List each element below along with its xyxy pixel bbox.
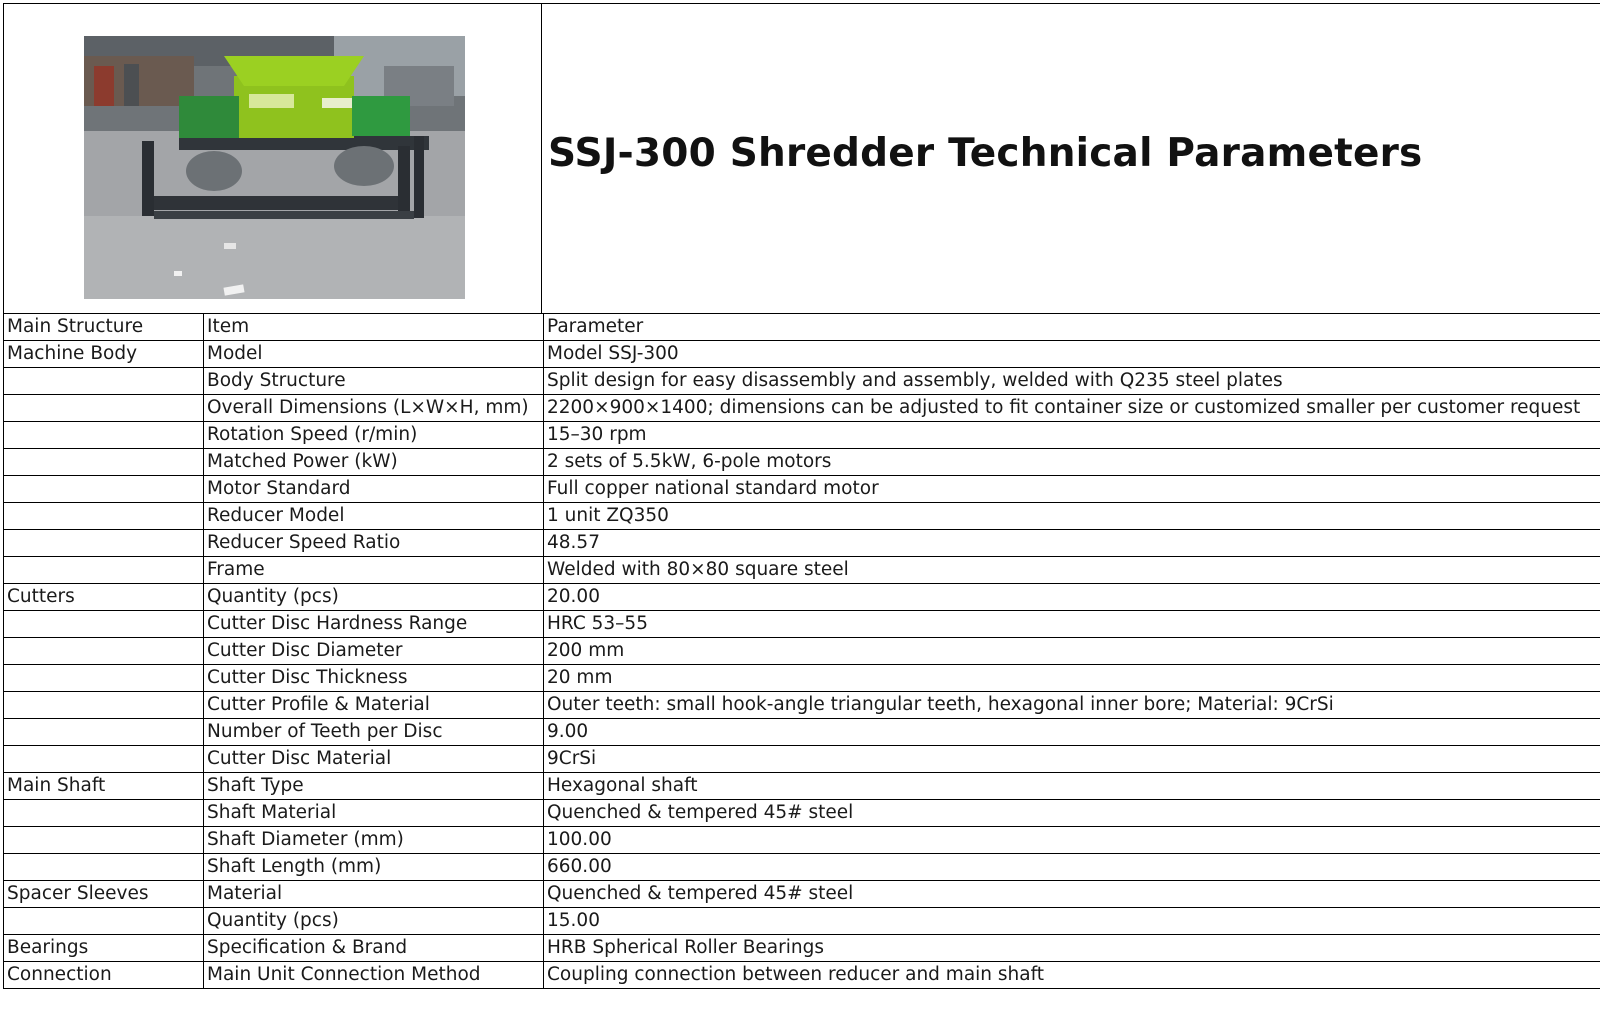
table-row bbox=[4, 854, 1600, 881]
row-item-cell: Material bbox=[204, 881, 544, 908]
row-value-cell: 48.57 bbox=[544, 530, 1600, 557]
title-row bbox=[3, 3, 1600, 314]
row-item-cell: Model bbox=[204, 341, 544, 368]
table-row bbox=[4, 827, 1600, 854]
row-item-cell: Specification & Brand bbox=[204, 935, 544, 962]
header-parameter: Parameter bbox=[544, 314, 1600, 341]
table-row bbox=[4, 395, 1600, 422]
row-item-cell: Overall Dimensions (L×W×H, mm) bbox=[204, 395, 544, 422]
row-group-cell: Connection bbox=[4, 962, 204, 989]
row-group-cell: Main Shaft bbox=[4, 773, 204, 800]
row-item-cell: Motor Standard bbox=[204, 476, 544, 503]
title-cell bbox=[542, 4, 1600, 313]
table-row bbox=[4, 719, 1600, 746]
row-group-cell bbox=[4, 638, 204, 665]
row-item-cell: Reducer Model bbox=[204, 503, 544, 530]
row-value-cell: 15–30 rpm bbox=[544, 422, 1600, 449]
row-value-cell: Outer teeth: small hook-angle triangular teeth, hexagonal inner bore; Material: 9CrSi bbox=[544, 692, 1600, 719]
row-value-cell: Model SSJ-300 bbox=[544, 341, 1600, 368]
table-row bbox=[4, 881, 1600, 908]
row-group-cell: Machine Body bbox=[4, 341, 204, 368]
row-item-cell: Quantity (pcs) bbox=[204, 584, 544, 611]
row-group-cell bbox=[4, 854, 204, 881]
row-item-cell: Frame bbox=[204, 557, 544, 584]
row-item-cell: Rotation Speed (r/min) bbox=[204, 422, 544, 449]
table-row bbox=[4, 449, 1600, 476]
row-value-cell: 15.00 bbox=[544, 908, 1600, 935]
row-value-cell: 9.00 bbox=[544, 719, 1600, 746]
parameters-table bbox=[3, 314, 1600, 989]
table-row bbox=[4, 746, 1600, 773]
row-value-cell: 20.00 bbox=[544, 584, 1600, 611]
row-value-cell: Hexagonal shaft bbox=[544, 773, 1600, 800]
row-group-cell bbox=[4, 395, 204, 422]
row-item-cell: Cutter Disc Material bbox=[204, 746, 544, 773]
row-value-cell: 660.00 bbox=[544, 854, 1600, 881]
row-group-cell: Cutters bbox=[4, 584, 204, 611]
row-group-cell bbox=[4, 611, 204, 638]
table-row bbox=[4, 368, 1600, 395]
table-row bbox=[4, 557, 1600, 584]
table-row bbox=[4, 530, 1600, 557]
row-group-cell: Spacer Sleeves bbox=[4, 881, 204, 908]
header-item: Item bbox=[204, 314, 544, 341]
row-item-cell: Main Unit Connection Method bbox=[204, 962, 544, 989]
table-row bbox=[4, 962, 1600, 989]
row-item-cell: Matched Power (kW) bbox=[204, 449, 544, 476]
table-row bbox=[4, 773, 1600, 800]
row-group-cell bbox=[4, 368, 204, 395]
table-row bbox=[4, 584, 1600, 611]
row-group-cell bbox=[4, 449, 204, 476]
header-main-structure: Main Structure bbox=[4, 314, 204, 341]
row-value-cell: 1 unit ZQ350 bbox=[544, 503, 1600, 530]
photo-cell bbox=[4, 4, 542, 313]
table-row bbox=[4, 908, 1600, 935]
row-group-cell: Bearings bbox=[4, 935, 204, 962]
row-item-cell: Cutter Disc Hardness Range bbox=[204, 611, 544, 638]
row-item-cell: Shaft Type bbox=[204, 773, 544, 800]
row-group-cell bbox=[4, 908, 204, 935]
table-row bbox=[4, 638, 1600, 665]
row-group-cell bbox=[4, 719, 204, 746]
row-item-cell: Cutter Profile & Material bbox=[204, 692, 544, 719]
row-item-cell: Number of Teeth per Disc bbox=[204, 719, 544, 746]
table-row bbox=[4, 611, 1600, 638]
row-value-cell: 200 mm bbox=[544, 638, 1600, 665]
row-item-cell: Cutter Disc Thickness bbox=[204, 665, 544, 692]
row-value-cell: 9CrSi bbox=[544, 746, 1600, 773]
table-row bbox=[4, 341, 1600, 368]
row-value-cell: 2 sets of 5.5kW, 6-pole motors bbox=[544, 449, 1600, 476]
row-group-cell bbox=[4, 530, 204, 557]
table-row bbox=[4, 422, 1600, 449]
row-group-cell bbox=[4, 476, 204, 503]
table-row bbox=[4, 476, 1600, 503]
spreadsheet bbox=[3, 3, 1600, 989]
row-item-cell: Reducer Speed Ratio bbox=[204, 530, 544, 557]
row-value-cell: 2200×900×1400; dimensions can be adjusted to fit container size or customized smaller per customer request bbox=[544, 395, 1600, 422]
row-value-cell: Welded with 80×80 square steel bbox=[544, 557, 1600, 584]
row-value-cell: Quenched & tempered 45# steel bbox=[544, 800, 1600, 827]
row-group-cell bbox=[4, 827, 204, 854]
row-value-cell: 100.00 bbox=[544, 827, 1600, 854]
row-value-cell: 20 mm bbox=[544, 665, 1600, 692]
row-group-cell bbox=[4, 746, 204, 773]
row-value-cell: Quenched & tempered 45# steel bbox=[544, 881, 1600, 908]
row-item-cell: Shaft Diameter (mm) bbox=[204, 827, 544, 854]
shredder-photo bbox=[84, 36, 465, 299]
table-row bbox=[4, 503, 1600, 530]
row-group-cell bbox=[4, 422, 204, 449]
row-value-cell: Coupling connection between reducer and main shaft bbox=[544, 962, 1600, 989]
row-value-cell: HRC 53–55 bbox=[544, 611, 1600, 638]
row-item-cell: Shaft Material bbox=[204, 800, 544, 827]
table-row bbox=[4, 665, 1600, 692]
row-group-cell bbox=[4, 800, 204, 827]
row-group-cell bbox=[4, 692, 204, 719]
row-value-cell: HRB Spherical Roller Bearings bbox=[544, 935, 1600, 962]
table-row bbox=[4, 935, 1600, 962]
table-row bbox=[4, 800, 1600, 827]
page-title: SSJ-300 Shredder Technical Parameters bbox=[548, 131, 1423, 176]
row-group-cell bbox=[4, 665, 204, 692]
row-group-cell bbox=[4, 503, 204, 530]
row-item-cell: Cutter Disc Diameter bbox=[204, 638, 544, 665]
row-item-cell: Shaft Length (mm) bbox=[204, 854, 544, 881]
table-row bbox=[4, 692, 1600, 719]
row-item-cell: Body Structure bbox=[204, 368, 544, 395]
row-value-cell: Full copper national standard motor bbox=[544, 476, 1600, 503]
header-row bbox=[4, 314, 1600, 341]
row-value-cell: Split design for easy disassembly and assembly, welded with Q235 steel plates bbox=[544, 368, 1600, 395]
row-item-cell: Quantity (pcs) bbox=[204, 908, 544, 935]
row-group-cell bbox=[4, 557, 204, 584]
